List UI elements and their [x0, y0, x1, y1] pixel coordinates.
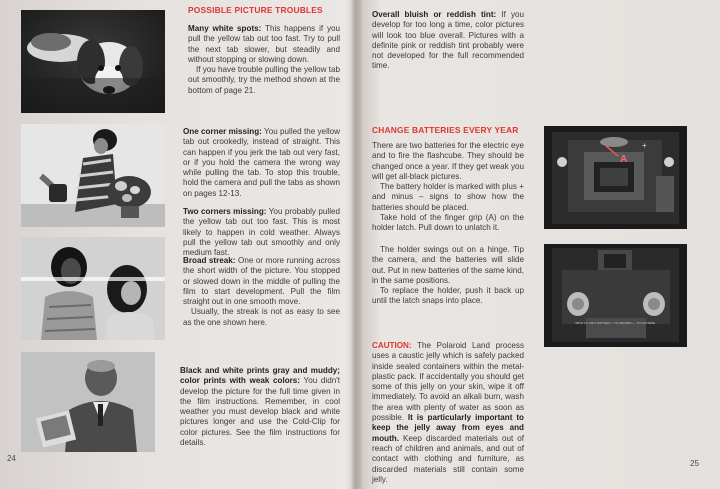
left-page [0, 0, 355, 489]
tint-title: Overall bluish or reddish tint: [372, 10, 497, 19]
dog-photo-illustration [21, 10, 165, 113]
broad-streak-title: Broad streak: [183, 256, 236, 265]
battery-latch-illustration [544, 126, 687, 229]
battery-holder-illustration [544, 244, 687, 347]
section-broad-streak [183, 256, 340, 328]
white-spots-body: This happens if you pull the yellow tab out too fast. Try to pull the next tab slower, but steadily and without stopping or slowing down. [188, 24, 341, 64]
plus-sign-label: + [642, 141, 647, 150]
batteries-heading: CHANGE BATTERIES EVERY YEAR [372, 125, 519, 135]
tint-body: If you develop for too long a time, color pictures will look too blue overall. Pictures with a definite pink or reddish tint probably were not developed for the full recommended time. [372, 10, 524, 71]
caution-label: CAUTION: [372, 341, 412, 350]
batteries-p2: The battery holder is marked with plus + and minus – signs to show how the batteries should be placed. [372, 182, 524, 212]
woman-plant-illustration [21, 124, 165, 227]
photo-battery-latch [544, 126, 687, 229]
two-corners-body: You probably pulled the yellow tab out too fast. This is most likely to happen in cold weather. Always pull the yellow tab out smoothly and only medium fast. [183, 207, 340, 258]
broad-streak-body-2: Usually, the streak is not as easy to see as the one shown here. [183, 307, 340, 327]
photo-battery-holder-open [544, 244, 687, 347]
caution-body-b: Keep discarded materials out of reach of children and animals, and out of contact with clothing and furniture, as discarded materials still contain some jelly. [372, 433, 525, 484]
gray-prints-body: You didn't develop the picture for the full time given in the film instructions. Remember, in cool weather you must develop black and white pictures longer and use the Cold-Clip for color pictures. See the film instructions for details. [180, 376, 340, 448]
broad-streak-body: One or more running across the short width of the picture. You stopped or slowed down in the middle of pulling the film to start development. Pull the film straight out in one smooth move. [183, 256, 340, 307]
right-page [357, 0, 720, 489]
caution-body-bold: It is particularly important to keep the jelly away from eyes and mouth. [372, 413, 524, 443]
section-tint [372, 10, 524, 72]
photo-man-print [21, 352, 155, 452]
photo-dog [21, 10, 165, 113]
section-two-corners [183, 207, 340, 258]
two-corners-title: Two corners missing: [183, 207, 267, 216]
left-page-number: 24 [7, 454, 16, 463]
holder-inscription: WITH 1.5 VOLT BATTERY + TO CENTER + - TO OUTSIDE - [575, 321, 657, 325]
white-spots-body-2: If you have trouble pulling the yellow tab out smoothly, try the method shown at the bottom of page 21. [188, 65, 340, 95]
batteries-p1: There are two batteries for the electric eye and to fire the flashcube. They should be changed once a year. If they get weak you will get all-black pictures. [372, 141, 524, 181]
batteries-p3: Take hold of the finger grip (A) on the holder latch. Pull down to unlatch it. [372, 213, 524, 233]
section-one-corner [183, 127, 340, 199]
left-page-heading: POSSIBLE PICTURE TROUBLES [188, 5, 323, 15]
section-white-spots [188, 24, 340, 96]
white-spots-title: Many white spots: [188, 24, 262, 33]
gray-prints-title: Black and white prints gray and muddy; color prints with weak colors: [180, 366, 340, 386]
photo-two-women [21, 237, 165, 340]
one-corner-body: You pulled the yellow tab out crookedly, instead of straight. This can happen if you jerk the tab out very fast, or if you hold the camera the wrong way while pulling the tab. To stop this trouble, hold the camera and pull the tabs as shown on pages 12-13. [183, 127, 341, 198]
batteries-p4: The holder swings out on a hinge. Tip the camera, and the batteries will slide out. Put in new batteries of the same kind, in the same positions. [372, 245, 524, 285]
right-page-number: 25 [690, 459, 699, 468]
batteries-text-2 [372, 245, 524, 307]
batteries-text-1 [372, 141, 524, 234]
two-women-illustration [21, 237, 165, 340]
one-corner-title: One corner missing: [183, 127, 262, 136]
finger-grip-label: A [620, 154, 628, 165]
caution-text [372, 341, 524, 485]
photo-woman-plant [21, 124, 165, 227]
man-print-illustration [21, 352, 155, 452]
caution-body-a: The Polaroid Land process uses a caustic jelly which is safely packed inside sealed containers within the metal-plastic pack. If accidentally you should get some of this jelly on your skin, wipe it off immediately. To avoid an alkali burn, wash the area with plenty of water as soon as possible. [372, 341, 524, 423]
section-gray-prints [180, 366, 340, 448]
batteries-p5: To replace the holder, push it back up until the latch snaps into place. [372, 286, 524, 306]
